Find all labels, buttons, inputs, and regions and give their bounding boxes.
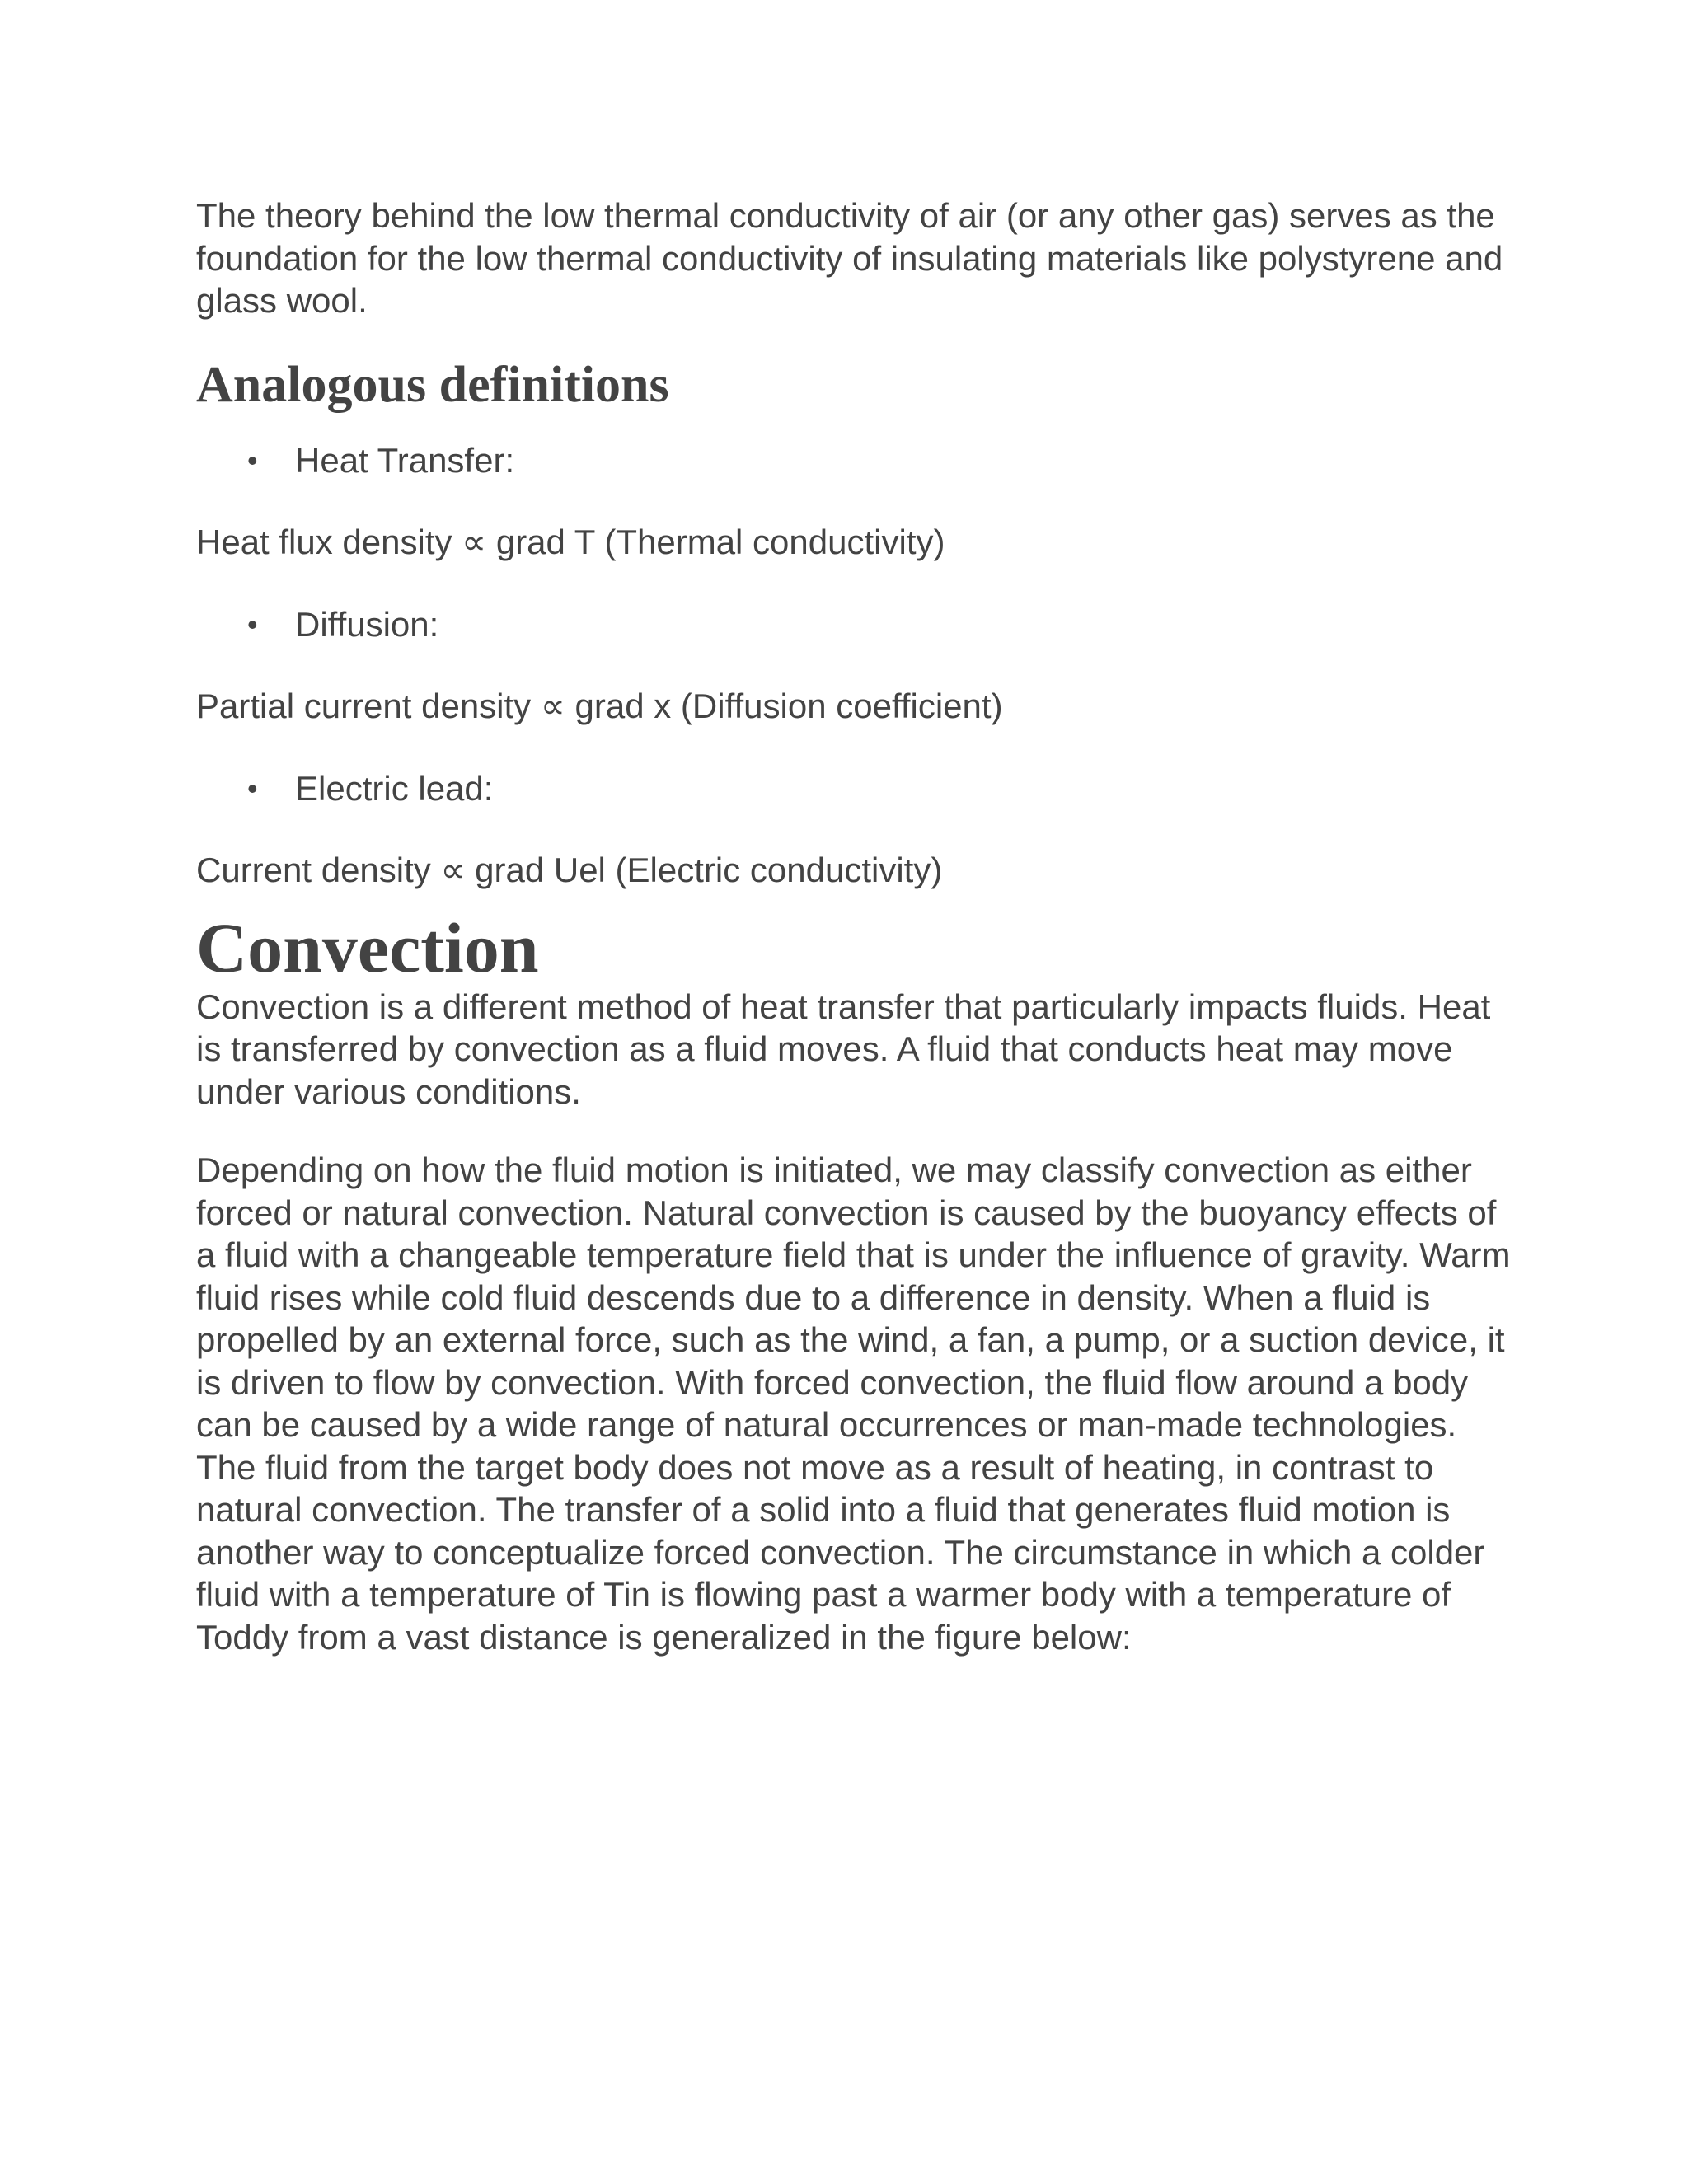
document-page [196, 194, 1515, 1658]
convection-paragraph-2: Depending on how the fluid motion is initiated, we may classify convection as either forced or natural convection. Natural convection is caused by the buoyancy effects of a fluid with a changeable temperature field that is under the influence of gravity. Warm fluid rises while cold fluid descends due to a difference in density. When a fluid is propelled by an external force, such as the wind, a fan, a pump, or a suction device, it is driven to flow by convection. With forced convection, the fluid flow around a body can be caused by a wide range of natural occurrences or man-made technologies. The fluid from the target body does not move as a result of heating, in contrast to natural convection. The transfer of a solid into a fluid that generates fluid motion is another way to conceptualize forced convection. The circumstance in which a colder fluid with a temperature of Tin is flowing past a warmer body with a temperature of Toddy from a vast distance is generalized in the figure below: [196, 1151, 1511, 1657]
bullet-icon: • [247, 443, 258, 477]
bullet-icon: • [247, 771, 258, 805]
analogous-definitions-heading: Analogous definitions [196, 356, 669, 413]
list-item-label: Diffusion: [295, 604, 439, 644]
list-item-label: Electric lead: [295, 768, 494, 808]
list-item-diffusion [196, 603, 1515, 646]
intro-paragraph: The theory behind the low thermal conductivity of air (or any other gas) serves as the foundation for the low thermal conductivity of insulating materials like polystyrene and glass wool. [196, 196, 1503, 320]
list-item-heat-transfer [196, 439, 1515, 482]
list-item-label: Heat Transfer: [295, 440, 515, 480]
convection-heading: Convection [196, 907, 539, 987]
list-item-electric-lead [196, 767, 1515, 810]
bullet-icon: • [247, 607, 258, 641]
formula-partial-current: Partial current density ∝ grad x (Diffusion coefficient) [196, 687, 1003, 725]
formula-heat-flux: Heat flux density ∝ grad T (Thermal conductivity) [196, 523, 945, 561]
formula-current-density: Current density ∝ grad Uel (Electric conductivity) [196, 851, 943, 889]
convection-paragraph-1: Convection is a different method of heat transfer that particularly impacts fluids. Heat is transferred by convection as a fluid moves. A fluid that conducts heat may move under various conditions. [196, 987, 1491, 1111]
